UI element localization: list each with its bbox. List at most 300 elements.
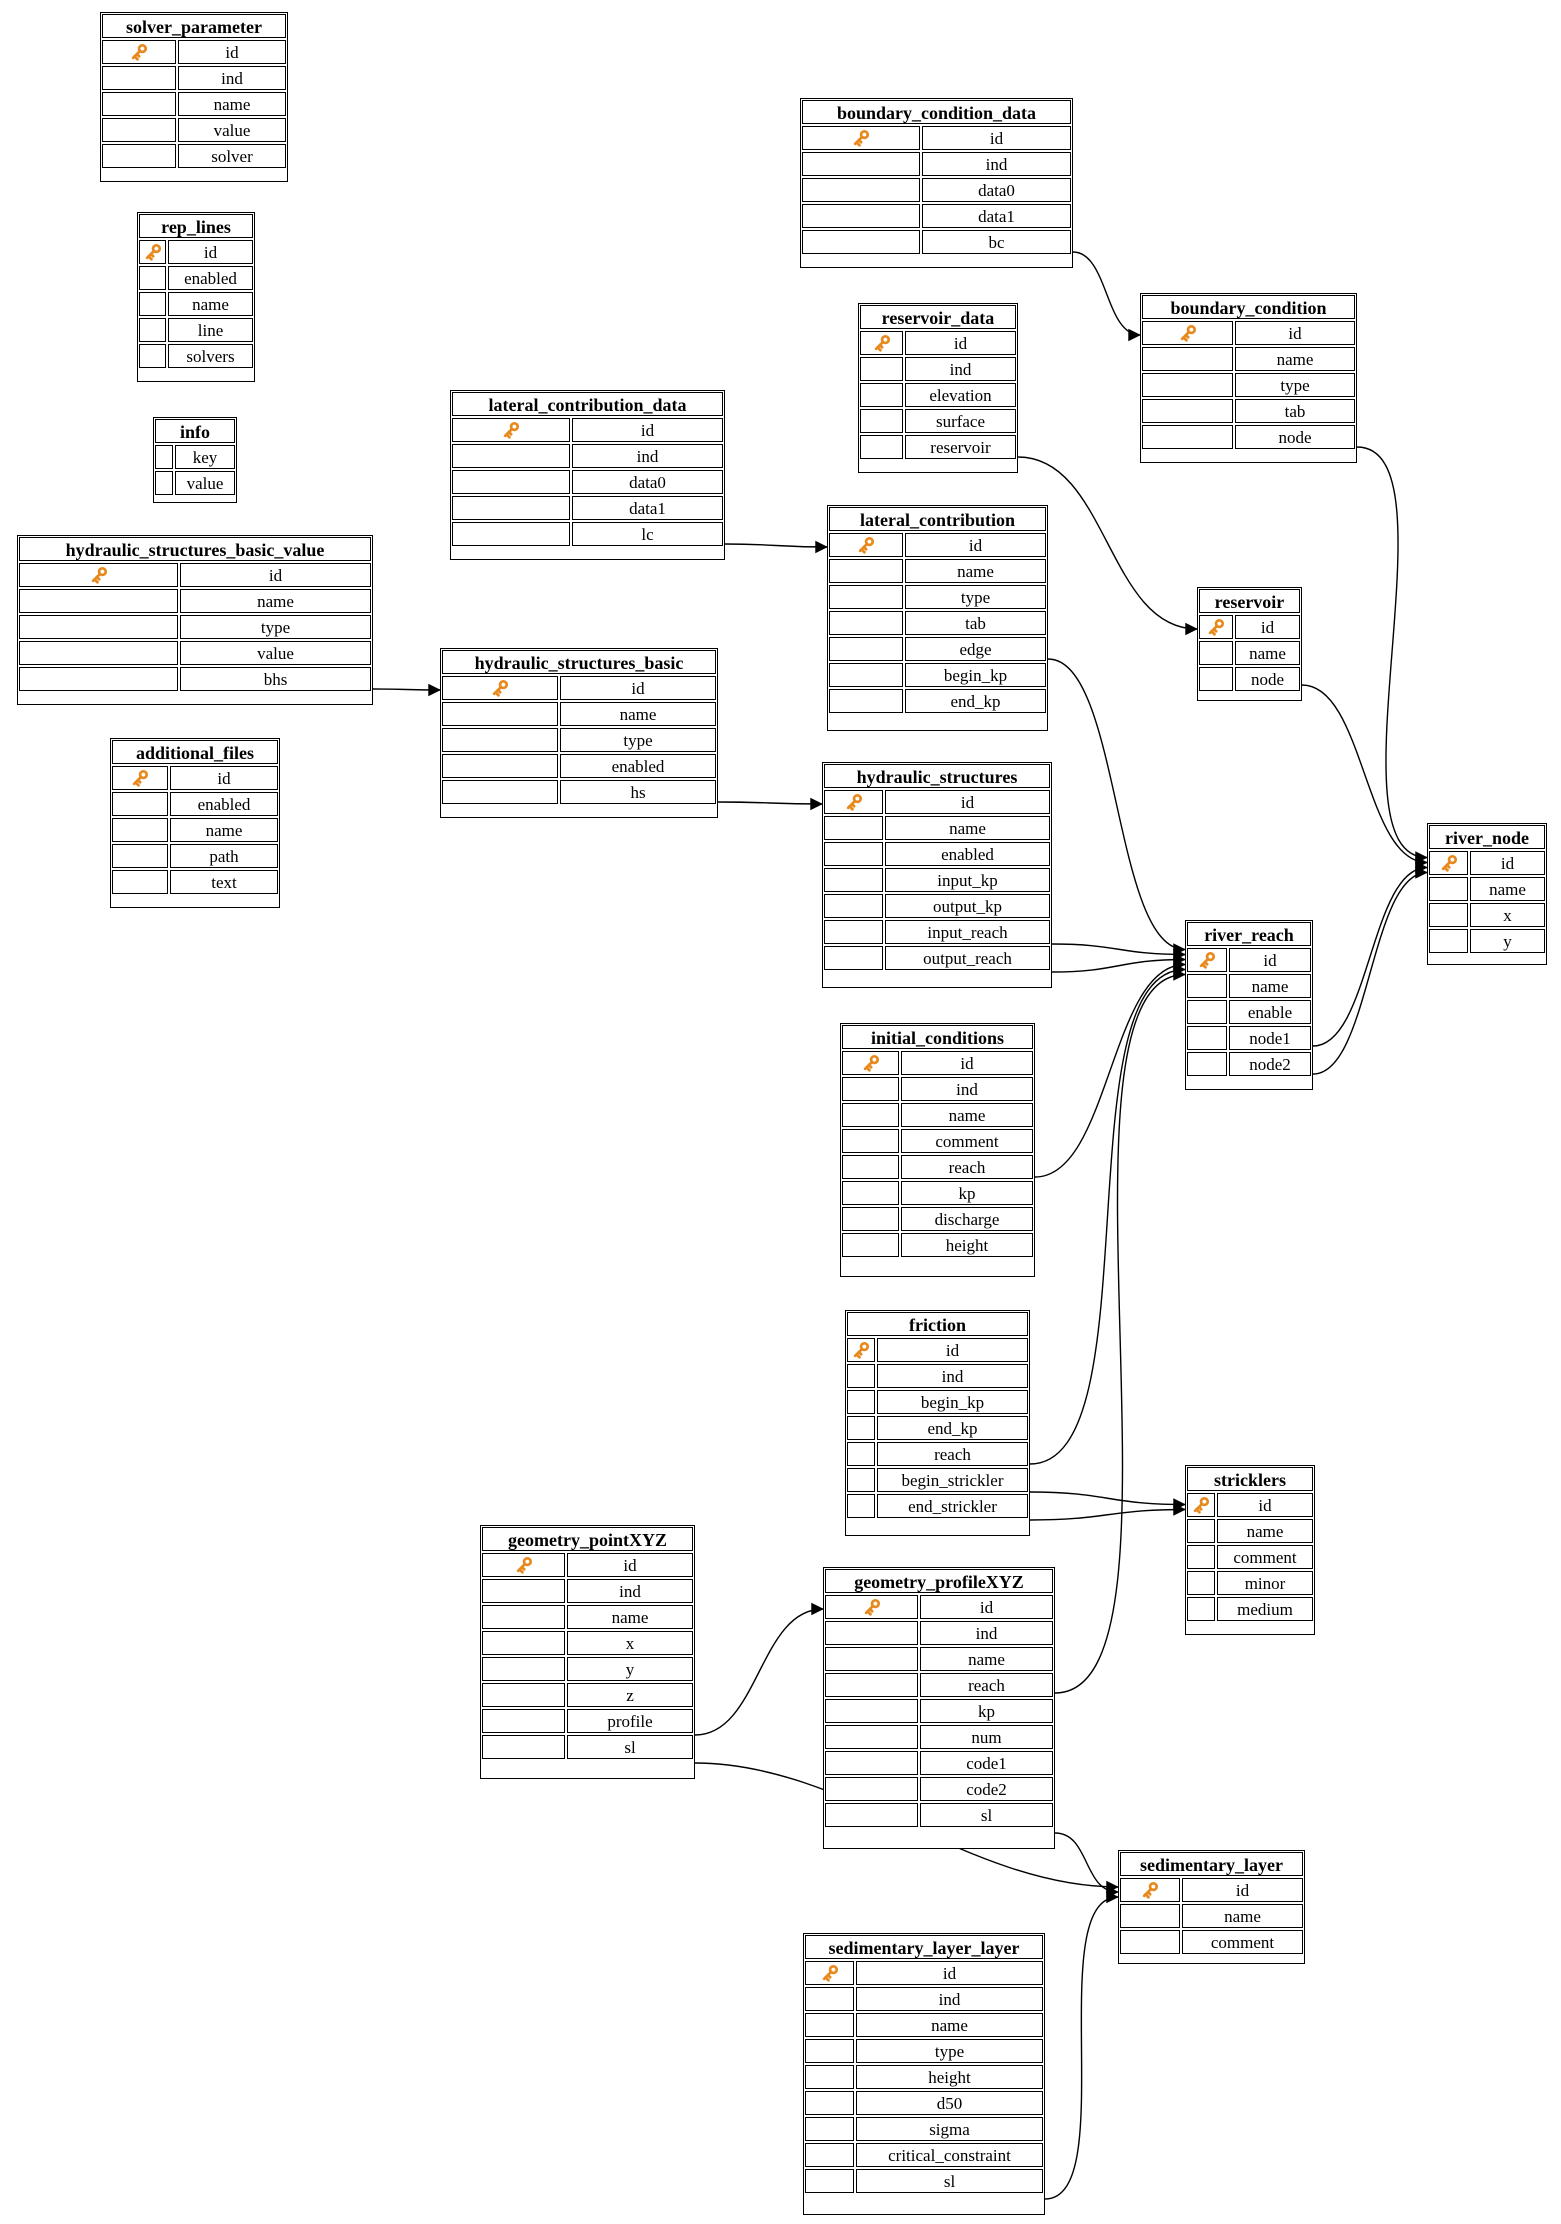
- field-row: [823, 815, 1051, 841]
- empty-key-cell: [1142, 425, 1233, 449]
- field-row: [138, 265, 254, 291]
- field-row: [841, 1206, 1034, 1232]
- field-name: name: [905, 559, 1046, 583]
- field-name: name: [1217, 1519, 1313, 1543]
- field-row: [841, 1076, 1034, 1102]
- empty-key-cell: [805, 2169, 854, 2193]
- field-row: [824, 1698, 1054, 1724]
- empty-key-cell: [1187, 1519, 1215, 1543]
- field-row: [823, 919, 1051, 945]
- field-name: code2: [920, 1777, 1053, 1801]
- field-name: id: [560, 676, 716, 700]
- empty-key-cell: [19, 589, 178, 613]
- field-row: [823, 841, 1051, 867]
- field-name: type: [1235, 373, 1355, 397]
- table-title: hydraulic_structures_basic: [442, 650, 716, 674]
- table-title: solver_parameter: [102, 14, 286, 38]
- table-title: boundary_condition_data: [802, 100, 1071, 124]
- empty-key-cell: [139, 292, 166, 316]
- field-name: begin_kp: [905, 663, 1046, 687]
- table-title: additional_files: [112, 740, 278, 764]
- primary-key-cell: [1199, 615, 1233, 639]
- field-row: [1186, 999, 1312, 1025]
- empty-key-cell: [19, 641, 178, 665]
- field-name: name: [168, 292, 253, 316]
- field-row: [1186, 1596, 1314, 1622]
- empty-key-cell: [1187, 974, 1227, 998]
- field-name: comment: [901, 1129, 1033, 1153]
- field-name: name: [1235, 641, 1300, 665]
- field-row: [828, 688, 1047, 714]
- empty-key-cell: [482, 1683, 565, 1707]
- field-name: kp: [901, 1181, 1033, 1205]
- field-row: [841, 1232, 1034, 1258]
- empty-key-cell: [805, 2117, 854, 2141]
- field-row: [1186, 1492, 1314, 1518]
- field-name: d50: [856, 2091, 1043, 2115]
- field-row: [801, 125, 1072, 151]
- table-sedimentary_layer: [1118, 1850, 1305, 1964]
- field-name: ind: [901, 1077, 1033, 1101]
- field-row: [824, 1594, 1054, 1620]
- empty-key-cell: [442, 754, 558, 778]
- field-name: name: [567, 1605, 693, 1629]
- primary-key-cell: [802, 126, 920, 150]
- field-name: type: [856, 2039, 1043, 2063]
- empty-key-cell: [847, 1390, 875, 1414]
- field-row: [1141, 372, 1356, 398]
- field-name: ind: [905, 357, 1016, 381]
- field-name: id: [1470, 851, 1545, 875]
- table-friction: [845, 1310, 1030, 1536]
- empty-key-cell: [1142, 347, 1233, 371]
- empty-key-cell: [112, 792, 168, 816]
- empty-key-cell: [805, 2065, 854, 2089]
- empty-key-cell: [842, 1233, 899, 1257]
- empty-key-cell: [860, 357, 903, 381]
- empty-key-cell: [842, 1207, 899, 1231]
- key-icon: [142, 241, 164, 263]
- field-row: [801, 203, 1072, 229]
- table-stricklers: [1185, 1465, 1315, 1635]
- field-row: [824, 1724, 1054, 1750]
- empty-key-cell: [825, 1725, 918, 1749]
- field-name: output_reach: [885, 946, 1050, 970]
- field-name: id: [922, 126, 1071, 150]
- empty-key-cell: [482, 1709, 565, 1733]
- empty-key-cell: [847, 1364, 875, 1388]
- field-row: [1198, 614, 1301, 640]
- field-name: kp: [920, 1699, 1053, 1723]
- field-row: [111, 765, 279, 791]
- field-name: sl: [567, 1735, 693, 1759]
- empty-key-cell: [139, 318, 166, 342]
- field-row: [481, 1682, 694, 1708]
- empty-key-cell: [825, 1777, 918, 1801]
- field-row: [1141, 320, 1356, 346]
- key-icon: [1438, 852, 1460, 874]
- field-name: id: [1235, 615, 1300, 639]
- relationship-edge-river_reach-node2: [1313, 873, 1427, 1075]
- field-name: reach: [920, 1673, 1053, 1697]
- table-geometry_profileXYZ: [823, 1567, 1055, 1849]
- key-icon: [1139, 1879, 1161, 1901]
- field-name: id: [567, 1553, 693, 1577]
- field-row: [18, 666, 372, 692]
- field-row: [804, 1960, 1044, 1986]
- field-name: begin_kp: [877, 1390, 1028, 1414]
- field-row: [101, 39, 287, 65]
- field-row: [823, 867, 1051, 893]
- field-row: [18, 562, 372, 588]
- field-name: input_kp: [885, 868, 1050, 892]
- field-row: [828, 636, 1047, 662]
- empty-key-cell: [1187, 1026, 1227, 1050]
- field-name: x: [567, 1631, 693, 1655]
- field-row: [1119, 1929, 1304, 1955]
- field-row: [1186, 1544, 1314, 1570]
- table-title: rep_lines: [139, 214, 253, 238]
- field-row: [828, 532, 1047, 558]
- field-name: end_kp: [877, 1416, 1028, 1440]
- field-row: [859, 408, 1017, 434]
- empty-key-cell: [482, 1657, 565, 1681]
- field-name: name: [885, 816, 1050, 840]
- key-icon: [489, 677, 511, 699]
- key-icon: [843, 791, 865, 813]
- field-name: code1: [920, 1751, 1053, 1775]
- field-name: name: [178, 92, 286, 116]
- field-row: [846, 1389, 1029, 1415]
- primary-key-cell: [1120, 1878, 1180, 1902]
- empty-key-cell: [1120, 1930, 1180, 1954]
- key-icon: [1190, 1494, 1212, 1516]
- empty-key-cell: [829, 611, 903, 635]
- field-name: height: [856, 2065, 1043, 2089]
- field-row: [859, 330, 1017, 356]
- field-row: [801, 229, 1072, 255]
- field-row: [841, 1050, 1034, 1076]
- field-row: [1428, 876, 1546, 902]
- table-reservoir: [1197, 587, 1302, 701]
- field-row: [846, 1337, 1029, 1363]
- empty-key-cell: [112, 870, 168, 894]
- primary-key-cell: [112, 766, 168, 790]
- table-river_reach: [1185, 920, 1313, 1090]
- field-row: [101, 117, 287, 143]
- field-row: [824, 1620, 1054, 1646]
- table-title: initial_conditions: [842, 1025, 1033, 1049]
- field-name: discharge: [901, 1207, 1033, 1231]
- primary-key-cell: [847, 1338, 875, 1362]
- empty-key-cell: [1429, 903, 1468, 927]
- field-name: id: [1229, 948, 1311, 972]
- table-title: lateral_contribution_data: [452, 392, 723, 416]
- empty-key-cell: [452, 470, 570, 494]
- table-lateral_contribution_data: [450, 390, 725, 560]
- field-row: [841, 1128, 1034, 1154]
- empty-key-cell: [842, 1155, 899, 1179]
- field-name: value: [180, 641, 371, 665]
- field-row: [801, 151, 1072, 177]
- field-name: ind: [922, 152, 1071, 176]
- table-title: river_reach: [1187, 922, 1311, 946]
- empty-key-cell: [482, 1579, 565, 1603]
- field-row: [18, 640, 372, 666]
- field-name: key: [175, 445, 235, 469]
- field-name: comment: [1182, 1930, 1303, 1954]
- field-row: [828, 584, 1047, 610]
- field-row: [804, 2142, 1044, 2168]
- field-row: [481, 1708, 694, 1734]
- field-row: [841, 1180, 1034, 1206]
- empty-key-cell: [805, 2013, 854, 2037]
- empty-key-cell: [824, 816, 883, 840]
- key-icon: [500, 419, 522, 441]
- empty-key-cell: [847, 1468, 875, 1492]
- field-row: [441, 753, 717, 779]
- table-title: friction: [847, 1312, 1028, 1336]
- field-name: end_kp: [905, 689, 1046, 713]
- key-icon: [88, 564, 110, 586]
- relationship-edge-hydraulic_structures-input_reach: [1052, 944, 1185, 955]
- field-name: id: [1217, 1493, 1313, 1517]
- field-row: [801, 177, 1072, 203]
- key-icon: [850, 127, 872, 149]
- field-row: [111, 869, 279, 895]
- empty-key-cell: [825, 1751, 918, 1775]
- primary-key-cell: [842, 1051, 899, 1075]
- field-name: text: [170, 870, 278, 894]
- primary-key-cell: [805, 1961, 854, 1985]
- empty-key-cell: [829, 689, 903, 713]
- field-row: [1428, 850, 1546, 876]
- empty-key-cell: [442, 702, 558, 726]
- field-name: name: [1229, 974, 1311, 998]
- empty-key-cell: [102, 92, 176, 116]
- empty-key-cell: [860, 409, 903, 433]
- field-name: node2: [1229, 1052, 1311, 1076]
- field-row: [804, 2168, 1044, 2194]
- table-additional_files: [110, 738, 280, 908]
- field-row: [824, 1776, 1054, 1802]
- field-name: node: [1235, 667, 1300, 691]
- key-icon: [1205, 616, 1227, 638]
- empty-key-cell: [842, 1129, 899, 1153]
- field-name: enabled: [885, 842, 1050, 866]
- field-name: solver: [178, 144, 286, 168]
- table-sedimentary_layer_layer: [803, 1933, 1045, 2215]
- field-name: sl: [856, 2169, 1043, 2193]
- field-row: [138, 343, 254, 369]
- table-hydraulic_structures_basic_value: [17, 535, 373, 705]
- field-row: [18, 614, 372, 640]
- field-name: ind: [178, 66, 286, 90]
- field-row: [1186, 1025, 1312, 1051]
- primary-key-cell: [829, 533, 903, 557]
- field-name: minor: [1217, 1571, 1313, 1595]
- field-name: data1: [922, 204, 1071, 228]
- field-name: value: [178, 118, 286, 142]
- field-row: [1141, 398, 1356, 424]
- field-row: [824, 1672, 1054, 1698]
- field-row: [1186, 1518, 1314, 1544]
- relationship-edge-initial_conditions-reach: [1035, 965, 1185, 1178]
- field-row: [1119, 1903, 1304, 1929]
- table-rep_lines: [137, 212, 255, 382]
- table-boundary_condition_data: [800, 98, 1073, 268]
- empty-key-cell: [1429, 929, 1468, 953]
- field-name: y: [567, 1657, 693, 1681]
- table-solver_parameter: [100, 12, 288, 182]
- relationship-edge-hydraulic_structures-output_reach: [1052, 960, 1185, 973]
- primary-key-cell: [442, 676, 558, 700]
- field-row: [1141, 424, 1356, 450]
- field-name: reach: [901, 1155, 1033, 1179]
- empty-key-cell: [860, 383, 903, 407]
- field-row: [846, 1493, 1029, 1519]
- field-name: bhs: [180, 667, 371, 691]
- field-name: x: [1470, 903, 1545, 927]
- empty-key-cell: [825, 1647, 918, 1671]
- field-name: ind: [877, 1364, 1028, 1388]
- field-name: name: [170, 818, 278, 842]
- field-row: [481, 1734, 694, 1760]
- primary-key-cell: [1142, 321, 1233, 345]
- field-row: [441, 727, 717, 753]
- field-name: enabled: [170, 792, 278, 816]
- table-title: reservoir: [1199, 589, 1300, 613]
- field-name: name: [901, 1103, 1033, 1127]
- field-row: [859, 356, 1017, 382]
- empty-key-cell: [847, 1494, 875, 1518]
- field-row: [451, 443, 724, 469]
- empty-key-cell: [1187, 1545, 1215, 1569]
- relationship-edge-friction-begin_strickler: [1030, 1492, 1185, 1505]
- field-name: solvers: [168, 344, 253, 368]
- relationship-edge-hydraulic_structures_basic-hs: [718, 802, 822, 804]
- field-row: [841, 1154, 1034, 1180]
- relationship-edge-lateral_contribution_data-lc: [725, 544, 827, 547]
- primary-key-cell: [452, 418, 570, 442]
- field-row: [828, 662, 1047, 688]
- field-row: [804, 2090, 1044, 2116]
- empty-key-cell: [829, 585, 903, 609]
- field-name: id: [168, 240, 253, 264]
- field-name: data1: [572, 496, 723, 520]
- empty-key-cell: [1199, 641, 1233, 665]
- field-row: [18, 588, 372, 614]
- field-name: y: [1470, 929, 1545, 953]
- field-name: tab: [905, 611, 1046, 635]
- empty-key-cell: [452, 444, 570, 468]
- key-icon: [871, 332, 893, 354]
- table-hydraulic_structures_basic: [440, 648, 718, 818]
- field-row: [481, 1604, 694, 1630]
- empty-key-cell: [102, 66, 176, 90]
- empty-key-cell: [805, 2039, 854, 2063]
- empty-key-cell: [805, 1987, 854, 2011]
- field-name: surface: [905, 409, 1016, 433]
- primary-key-cell: [1429, 851, 1468, 875]
- field-row: [846, 1363, 1029, 1389]
- field-row: [804, 2012, 1044, 2038]
- empty-key-cell: [452, 522, 570, 546]
- key-icon: [861, 1596, 883, 1618]
- key-icon: [1177, 322, 1199, 344]
- empty-key-cell: [842, 1103, 899, 1127]
- field-name: enable: [1229, 1000, 1311, 1024]
- table-title: river_node: [1429, 825, 1545, 849]
- table-info: [153, 417, 237, 503]
- primary-key-cell: [825, 1595, 918, 1619]
- relationship-edge-boundary_condition_data-bc: [1073, 252, 1140, 335]
- field-row: [154, 470, 236, 496]
- field-row: [101, 65, 287, 91]
- table-reservoir_data: [858, 303, 1018, 473]
- field-name: name: [180, 589, 371, 613]
- field-row: [101, 143, 287, 169]
- field-name: id: [178, 40, 286, 64]
- empty-key-cell: [805, 2091, 854, 2115]
- field-name: line: [168, 318, 253, 342]
- field-row: [111, 791, 279, 817]
- field-name: id: [572, 418, 723, 442]
- field-row: [1186, 1051, 1312, 1077]
- table-river_node: [1427, 823, 1547, 965]
- empty-key-cell: [842, 1181, 899, 1205]
- field-row: [451, 521, 724, 547]
- field-row: [804, 2064, 1044, 2090]
- field-row: [1186, 1570, 1314, 1596]
- field-name: id: [877, 1338, 1028, 1362]
- field-row: [846, 1415, 1029, 1441]
- field-name: id: [920, 1595, 1053, 1619]
- field-name: elevation: [905, 383, 1016, 407]
- field-name: type: [905, 585, 1046, 609]
- table-lateral_contribution: [827, 505, 1048, 731]
- empty-key-cell: [1187, 1052, 1227, 1076]
- table-title: geometry_profileXYZ: [825, 1569, 1053, 1593]
- empty-key-cell: [825, 1673, 918, 1697]
- field-name: data0: [572, 470, 723, 494]
- field-row: [138, 291, 254, 317]
- field-row: [138, 239, 254, 265]
- key-icon: [1196, 949, 1218, 971]
- field-row: [824, 1646, 1054, 1672]
- field-row: [481, 1552, 694, 1578]
- empty-key-cell: [802, 152, 920, 176]
- field-name: type: [180, 615, 371, 639]
- field-name: id: [901, 1051, 1033, 1075]
- field-name: hs: [560, 780, 716, 804]
- key-icon: [128, 41, 150, 63]
- field-name: node1: [1229, 1026, 1311, 1050]
- field-name: z: [567, 1683, 693, 1707]
- field-name: ind: [567, 1579, 693, 1603]
- table-geometry_pointXYZ: [480, 1525, 695, 1779]
- field-name: input_reach: [885, 920, 1050, 944]
- field-row: [1186, 947, 1312, 973]
- field-name: lc: [572, 522, 723, 546]
- empty-key-cell: [829, 559, 903, 583]
- table-title: info: [155, 419, 235, 443]
- field-name: height: [901, 1233, 1033, 1257]
- empty-key-cell: [829, 637, 903, 661]
- empty-key-cell: [847, 1442, 875, 1466]
- relationship-edge-lateral_contribution-edge: [1048, 659, 1185, 950]
- empty-key-cell: [802, 204, 920, 228]
